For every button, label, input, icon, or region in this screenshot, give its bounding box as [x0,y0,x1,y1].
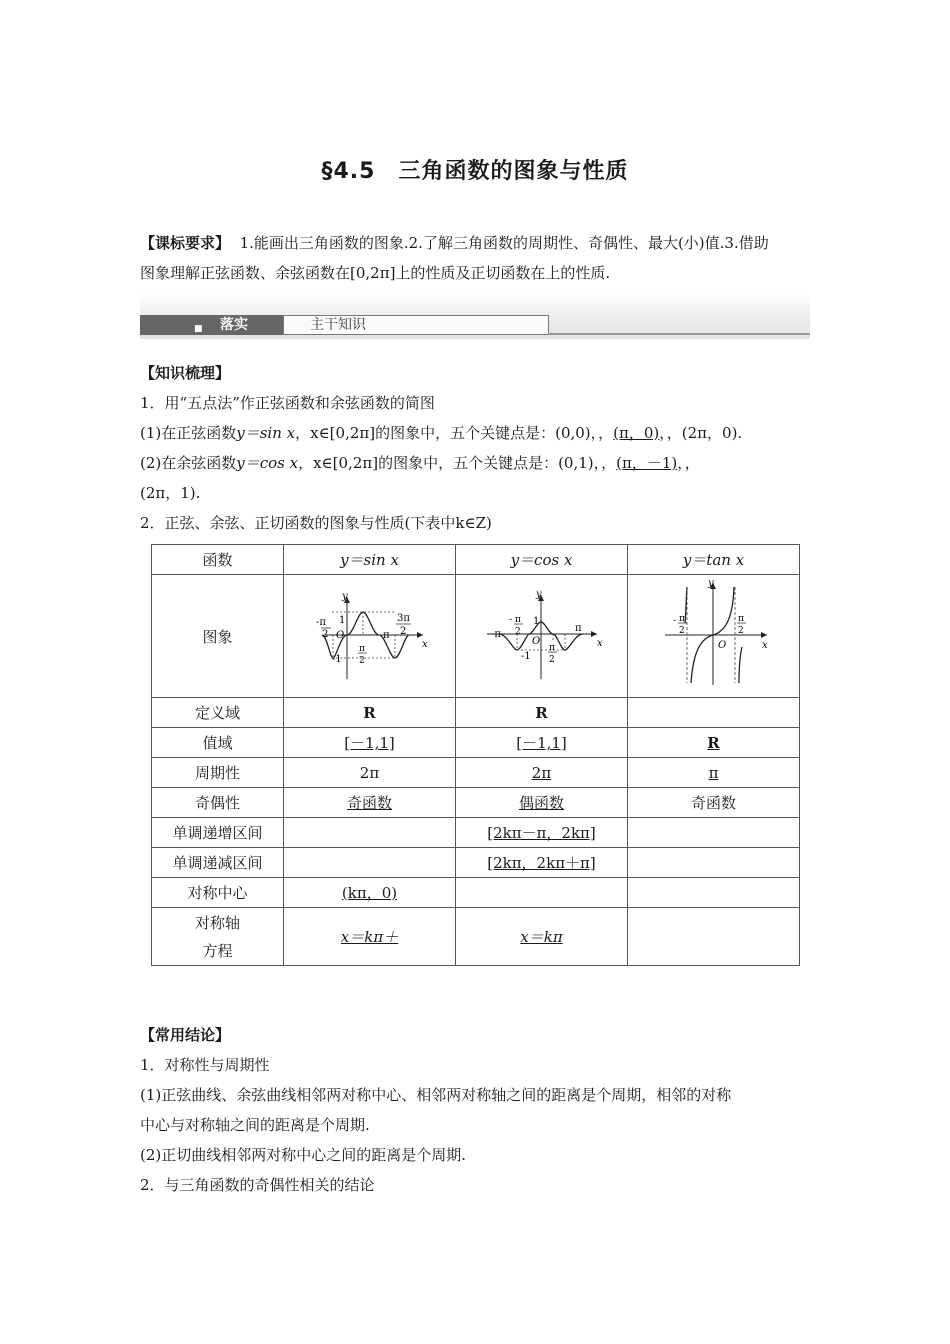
table-cell: R [628,728,800,758]
conclusions-item1b: (2)正切曲线相邻两对称中心之间的距离是个周期. [140,1146,467,1164]
table-cell: 2π [456,758,628,788]
svg-text:1: 1 [338,615,345,626]
svg-text:2: 2 [358,656,365,666]
svg-text:O: O [717,640,726,651]
table-row [152,878,800,908]
conclusions-item1: 1．对称性与周期性 [140,1056,270,1074]
svg-text:π: π [548,643,555,653]
tangent-graph [629,575,799,693]
table-cell: [－1,1] [456,728,628,758]
svg-text:-: - [508,615,512,625]
svg-text:-1: -1 [520,651,531,662]
table-cell: 偶函数 [456,788,628,818]
svg-text:y: y [535,589,542,600]
table-row [152,728,800,758]
tan-graph-cell [628,575,800,698]
table-cell: (kπ，0) [284,878,456,908]
table-cell: 2π [284,758,456,788]
svg-text:π: π [574,623,582,634]
table-cell: [2kπ－π，2kπ] [456,818,628,848]
conclusions-item1a-line2: 中心与对称轴之间的距离是个周期. [140,1116,370,1134]
banner-rule [548,333,810,335]
row-label: 单调递减区间 [152,848,284,878]
svg-text:2: 2 [321,629,328,640]
table-cell: π [628,758,800,788]
conclusions-item1a-line1: (1)正弦曲线、余弦曲线相邻两对称中心、相邻两对称轴之间的距离是个周期，相邻的对称 [140,1086,732,1104]
conclusions-section [140,1020,810,1200]
conclusions-heading: 【常用结论】 [140,1026,231,1044]
svg-text:3π: 3π [396,613,410,624]
header-cell: 函数 [152,545,284,575]
table-row [152,698,800,728]
cos-function: y＝cos x [236,454,299,472]
svg-text:-π: -π [315,617,326,628]
svg-text:2: 2 [514,627,521,637]
knowledge-heading: 【知识梳理】 [140,364,231,382]
table-cell [628,878,800,908]
svg-text:π: π [737,614,744,624]
header-cell: y＝tan x [628,545,800,575]
row-label: 图象 [152,575,284,698]
table-row [152,788,800,818]
svg-text:2: 2 [548,655,555,665]
table-cell: x＝kπ＋ [284,908,456,966]
row-label: 奇偶性 [152,788,284,818]
table-row [152,848,800,878]
page-title: §4.5 三角函数的图象与性质 [321,159,629,184]
table-header-row [152,545,800,575]
table-cell [284,848,456,878]
requirements-line1: 1.能画出三角函数的图象.2.了解三角函数的周期性、奇偶性、最大(小)值.3.借助 [239,234,769,252]
svg-text:π: π [678,614,685,624]
knowledge-item1b: (2)在余弦函数y＝cos x，x∈[0,2π]的图象中，五个关键点是：(0,1)，，(π，－1)，， [140,454,700,472]
cosine-graph [457,575,627,693]
square-bullet-icon: ■ [194,324,203,334]
svg-text:π: π [358,644,365,654]
sine-graph [285,575,455,693]
svg-text:1: 1 [532,616,539,627]
table-cell: [2kπ，2kπ＋π] [456,848,628,878]
svg-text:-: - [672,616,676,626]
svg-text:π: π [514,615,521,625]
table-cell: 奇函数 [284,788,456,818]
sin-function: y＝sin x [236,424,296,442]
svg-text:O: O [335,630,344,641]
section-banner [140,293,810,339]
header-cell: y＝sin x [284,545,456,575]
table-cell [628,848,800,878]
svg-text:x: x [761,640,768,651]
knowledge-item1a: (1)在正弦函数y＝sin x，x∈[0,2π]的图象中，五个关键点是：(0,0)，，(π，0)，，(2π，0). [140,424,743,442]
banner-right-label: 主干知识 [310,317,366,333]
banner-left-label: 落实 [220,317,248,333]
knowledge-item1: 1．用“五点法”作正弦函数和余弦函数的简图 [140,394,435,412]
table-cell [628,818,800,848]
cos-key-point-blank: (π，－1) [616,454,678,472]
requirements-label: 【课标要求】 [140,234,231,252]
sin-key-point-blank: (π，0) [613,424,660,442]
table-cell: [－1,1] [284,728,456,758]
svg-text:2: 2 [678,626,685,636]
header-cell: y＝cos x [456,545,628,575]
banner-light-tab [283,315,549,335]
row-label: 对称中心 [152,878,284,908]
knowledge-item2: 2．正弦、余弦、正切函数的图象与性质(下表中k∈Z) [140,514,492,532]
table-cell [628,698,800,728]
sin-graph-cell [284,575,456,698]
table-cell [628,908,800,966]
requirements-line2: 图象理解正弦函数、余弦函数在[0,2π]上的性质及正切函数在上的性质. [140,264,611,282]
table-cell: x＝kπ [456,908,628,966]
row-label: 对称轴 方程 [152,908,284,966]
svg-text:π: π [382,630,390,641]
table-cell: R [284,698,456,728]
svg-text:2: 2 [399,626,406,637]
table-row-graphs [152,575,800,698]
banner-dark-tab [140,315,283,335]
table-cell [456,878,628,908]
conclusions-item2: 2．与三角函数的奇偶性相关的结论 [140,1176,375,1194]
svg-text:O: O [531,636,540,647]
table-cell: R [456,698,628,728]
table-row [152,758,800,788]
trig-properties-table [151,544,800,966]
curriculum-requirements [140,228,810,288]
svg-text:y: y [341,591,348,602]
table-cell: 奇函数 [628,788,800,818]
row-label: 单调递增区间 [152,818,284,848]
svg-text:2: 2 [737,626,744,636]
table-row [152,818,800,848]
row-label: 值域 [152,728,284,758]
svg-text:x: x [421,639,428,650]
svg-text:x: x [596,638,603,649]
svg-text:y: y [707,578,714,589]
knowledge-section [140,358,810,538]
row-label: 周期性 [152,758,284,788]
svg-text:-1: -1 [331,654,342,665]
cos-graph-cell [456,575,628,698]
knowledge-item1b-cont: (2π，1). [140,484,201,502]
row-label: 定义域 [152,698,284,728]
table-cell [284,818,456,848]
table-row [152,908,800,966]
svg-text:-π: -π [490,629,501,640]
